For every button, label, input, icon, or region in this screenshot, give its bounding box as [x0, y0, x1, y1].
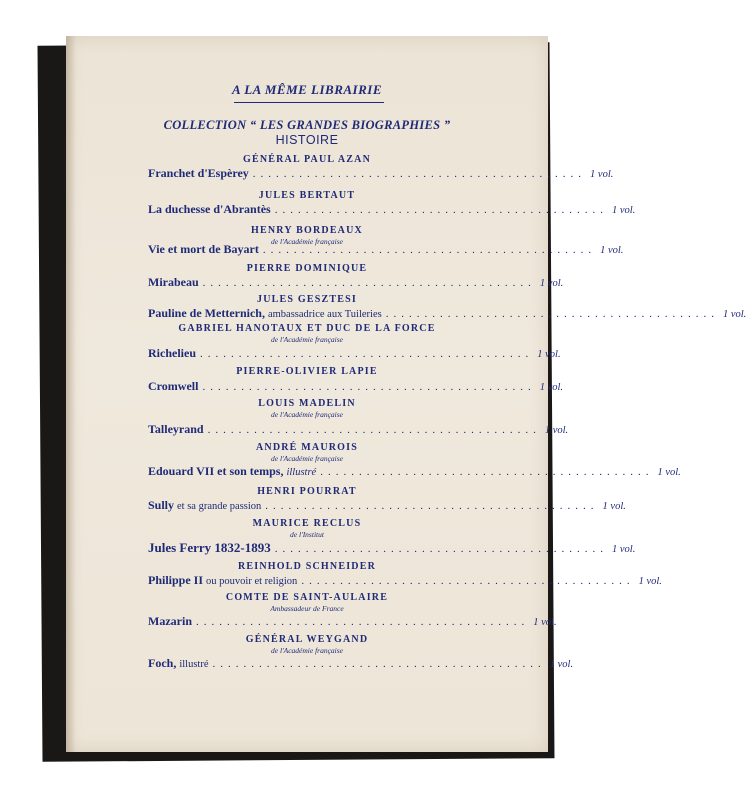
entry-author: MAURICE RECLUS	[252, 518, 362, 529]
entry-subtitle: ou pouvoir et religion	[206, 576, 298, 587]
entry-author: GÉNÉRAL PAUL AZAN	[242, 154, 371, 165]
list-item	[148, 379, 564, 394]
list-item	[148, 540, 636, 556]
list-item	[148, 498, 626, 513]
library-heading: A LA MÊME LIBRAIRIE	[231, 82, 383, 97]
entry-subtitle: ambassadrice aux Tuileries	[267, 309, 382, 320]
dot-leader: ...........................................	[265, 500, 599, 512]
entry-title: Edouard VII et son temps,	[148, 464, 284, 478]
entry-title: Mazarin	[148, 614, 192, 628]
entry-title: Cromwell	[148, 379, 199, 393]
dot-leader: ...........................................	[320, 466, 654, 478]
entry-author: JULES BERTAUT	[258, 190, 356, 201]
entry-affiliation: de l'Académie française	[271, 454, 343, 463]
entry-title: Pauline de Metternich,	[148, 306, 265, 320]
entry-affiliation: de l'Académie française	[271, 410, 343, 419]
entry-volumes: 1 vol.	[537, 349, 561, 360]
entry-volumes: 1 vol.	[602, 501, 626, 512]
dot-leader: ...........................................	[262, 244, 597, 256]
entry-affiliation: de l'Institut	[290, 530, 324, 539]
list-item	[148, 242, 624, 257]
entry-affiliation: de l'Académie française	[271, 646, 343, 655]
list-item	[148, 422, 569, 437]
entry-author: PIERRE-OLIVIER LAPIE	[236, 366, 378, 377]
entry-author: GÉNÉRAL WEYGAND	[245, 634, 369, 645]
collection-heading: COLLECTION “ LES GRANDES BIOGRAPHIES ”	[163, 118, 451, 132]
dot-leader: ...........................................	[202, 277, 536, 289]
entry-volumes: 1 vol.	[638, 576, 662, 587]
dot-leader: ...........................................	[274, 204, 608, 216]
entry-author: REINHOLD SCHNEIDER	[237, 561, 376, 572]
entry-volumes: 1 vol.	[544, 425, 569, 436]
entry-author: JULES GESZTESI	[257, 294, 357, 305]
list-item	[148, 656, 574, 671]
section-heading: HISTOIRE	[275, 133, 339, 147]
entry-author: PIERRE DOMINIQUE	[246, 263, 368, 274]
entry-title: Talleyrand	[148, 422, 204, 436]
entry-title: Mirabeau	[148, 275, 199, 289]
entry-subtitle: illustré	[179, 659, 209, 670]
entry-affiliation: de l'Académie française	[271, 237, 343, 246]
entry-title: Jules Ferry 1832-1893	[148, 540, 271, 555]
list-item	[148, 573, 662, 588]
entry-title: Vie et mort de Bayart	[148, 242, 259, 256]
entry-author: GABRIEL HANOTAUX ET DUC DE LA FORCE	[178, 323, 436, 334]
dot-leader: ...........................................	[301, 575, 635, 587]
dot-leader: ...........................................	[207, 424, 541, 436]
heading-rule	[234, 102, 384, 103]
dot-leader: ...........................................	[200, 348, 534, 360]
entry-title: Sully	[148, 498, 175, 512]
entry-title: La duchesse d'Abrantès	[148, 202, 271, 216]
entry-volumes: 1 vol.	[600, 245, 624, 256]
dot-leader: ...........................................	[202, 381, 536, 393]
list-item	[148, 464, 681, 479]
entry-volumes: 1 vol.	[533, 617, 557, 628]
entry-volumes: 1 vol.	[611, 205, 636, 216]
entry-author: HENRI POURRAT	[257, 486, 357, 497]
entry-volumes: 1 vol.	[549, 659, 574, 670]
dot-leader: ...........................................	[252, 168, 587, 180]
entry-volumes: 1 vol.	[612, 544, 636, 555]
dot-leader: ...........................................	[196, 616, 530, 628]
dot-leader: ...........................................	[385, 308, 719, 320]
entry-volumes: 1 vol.	[657, 467, 681, 478]
entry-volumes: 1 vol.	[590, 169, 614, 180]
entry-volumes: 1 vol.	[539, 278, 564, 289]
entry-affiliation: Ambassadeur de France	[270, 604, 344, 613]
entry-affiliation: de l'Académie française	[271, 335, 343, 344]
entry-volumes: 1 vol.	[539, 382, 564, 393]
entry-subtitle-italic: illustré	[286, 467, 317, 478]
list-item	[148, 614, 557, 629]
dot-leader: ...........................................	[212, 658, 546, 670]
entry-title: Foch,	[148, 656, 177, 670]
list-item	[148, 306, 746, 321]
list-item	[148, 275, 564, 290]
entry-title: Richelieu	[148, 346, 196, 360]
list-item	[148, 166, 614, 181]
entry-subtitle: et sa grande passion	[177, 501, 262, 512]
book-back-cover	[66, 36, 746, 752]
entry-author: HENRY BORDEAUX	[251, 225, 363, 236]
list-item	[148, 346, 561, 361]
list-item	[148, 202, 636, 217]
entry-author: ANDRÉ MAUROIS	[256, 442, 358, 453]
dot-leader: ...........................................	[274, 543, 609, 555]
entry-author: LOUIS MADELIN	[258, 398, 356, 409]
entry-author: COMTE DE SAINT-AULAIRE	[225, 592, 389, 603]
entry-title: Philippe II	[148, 573, 204, 587]
entry-title: Franchet d'Espèrey	[148, 166, 249, 180]
entry-volumes: 1 vol.	[722, 309, 746, 320]
